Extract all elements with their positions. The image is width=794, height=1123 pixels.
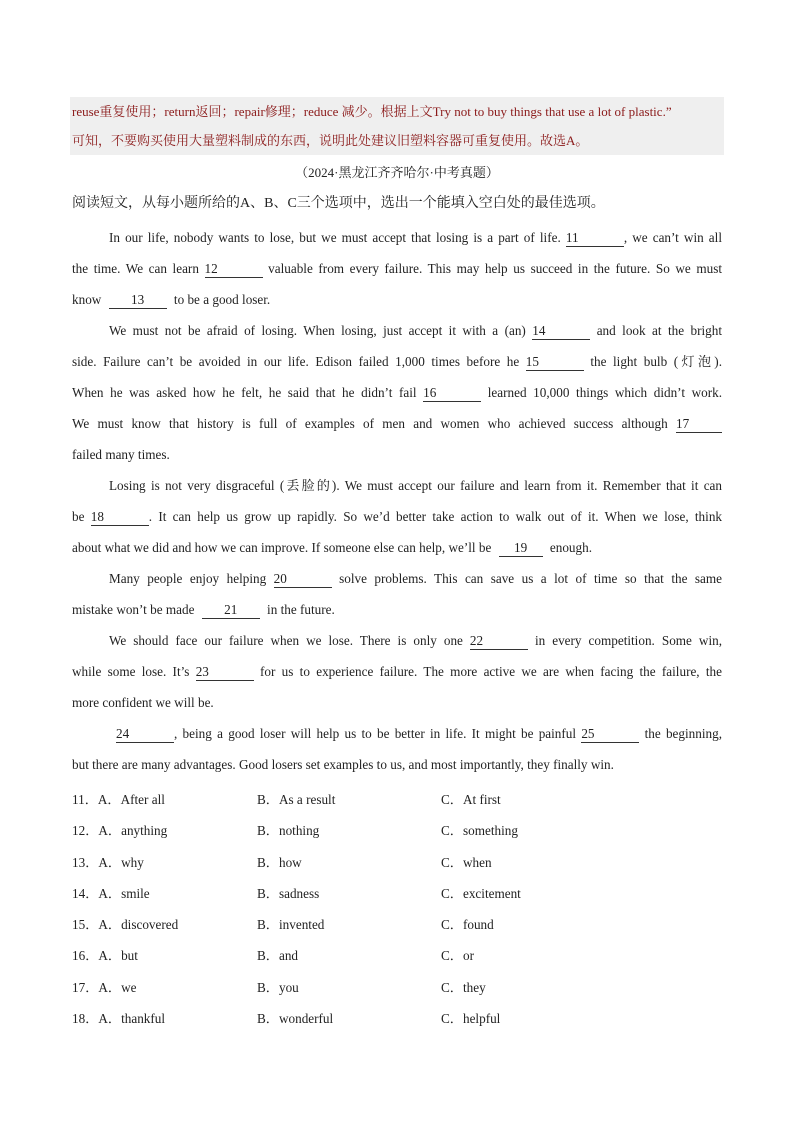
option-a-text: A．anything: [98, 823, 168, 839]
option-c: C．helpful: [441, 1011, 501, 1027]
passage-line: [72, 408, 722, 439]
passage-text: in the future.: [267, 602, 335, 617]
option-a-text: A．thankful: [98, 1011, 166, 1027]
passage-text: in every competition. Some win,: [534, 633, 723, 648]
instruction-text: 阅读短文，从每小题所给的A、B、C三个选项中，选出一个能填入空白处的最佳选项。: [72, 196, 605, 211]
answer-explanation-line-1: reuse重复使用；return返回；repair修理；reduce 减少。根据上文Try not to buy things that use a lot of plastic.”: [72, 104, 672, 119]
passage-text: be: [72, 509, 85, 524]
option-a: [72, 878, 150, 909]
option-a: [72, 940, 138, 971]
blank-24: 24: [116, 727, 174, 743]
blank-11: 11: [566, 231, 624, 247]
option-row: [72, 815, 722, 846]
passage-text: We must know that history is full of examples of men and women who achieved success although: [72, 416, 668, 431]
option-b: B．sadness: [257, 885, 320, 901]
option-c: C．they: [441, 979, 486, 995]
option-c: C．when: [441, 854, 492, 870]
passage-text: , we can’t win all: [623, 230, 722, 245]
option-a: [72, 972, 136, 1003]
passage-text: side. Failure can’t be avoided in our life. Edison failed 1,000 times before he: [72, 354, 520, 369]
option-b: B．you: [257, 979, 299, 995]
option-row: [72, 1003, 722, 1034]
passage-line: [72, 346, 722, 377]
cloze-passage: [72, 222, 722, 780]
blank-21: 21: [202, 603, 260, 619]
passage-line: more confident we will be.: [72, 695, 214, 710]
question-number: 14．: [72, 885, 99, 901]
passage-line: [72, 656, 722, 687]
passage-text: We should face our failure when we lose. There is only one: [109, 633, 463, 648]
passage-text: When he was asked how he felt, he said that he didn’t fail: [72, 385, 417, 400]
option-a-text: A．we: [98, 979, 137, 995]
passage-text: know: [72, 292, 102, 307]
blank-12: 12: [205, 262, 263, 278]
passage-text: while some lose. It’s: [72, 664, 190, 679]
blank-15: 15: [526, 355, 584, 371]
option-row: [72, 784, 722, 815]
option-c: C．found: [441, 917, 494, 933]
passage-text: the time. We can learn: [72, 261, 199, 276]
question-number: 15．: [72, 917, 99, 933]
blank-17: 17: [676, 417, 722, 433]
passage-text: . It can help us grow up rapidly. So we’d better take action to walk out of it. When we lose, think: [148, 509, 723, 524]
passage-text: the light bulb (灯泡).: [590, 354, 722, 369]
blank-20: 20: [274, 572, 332, 588]
option-b: B．invented: [257, 917, 325, 933]
blank-13: 13: [109, 293, 167, 309]
option-row: [72, 940, 722, 971]
blank-19: 19: [499, 541, 543, 557]
option-a-text: A．smile: [98, 885, 150, 901]
passage-line: [72, 377, 722, 408]
passage-text: , being a good loser will help us to be better in life. It might be painful: [174, 726, 577, 741]
option-row: [72, 972, 722, 1003]
passage-text: We must not be afraid of losing. When losing, just accept it with a (an): [109, 323, 526, 338]
passage-line: [72, 501, 722, 532]
passage-text: In our life, nobody wants to lose, but we must accept that losing is a part of life.: [109, 230, 561, 245]
passage-line: but there are many advantages. Good losers set examples to us, and most importantly, they finally win.: [72, 757, 614, 772]
option-b: B．As a result: [257, 792, 336, 807]
passage-line: [72, 718, 722, 749]
passage-text: Many people enjoy helping: [109, 571, 267, 586]
option-row: [72, 909, 722, 940]
passage-line: [72, 625, 722, 656]
passage-text: learned 10,000 things which didn’t work.: [487, 385, 723, 400]
answer-explanation-box: [70, 97, 724, 155]
blank-14: 14: [532, 324, 590, 340]
question-number: 12．: [72, 823, 99, 839]
option-c: C．or: [441, 948, 474, 964]
blank-18: 18: [91, 510, 149, 526]
option-row: [72, 878, 722, 909]
option-b: B．nothing: [257, 823, 320, 839]
option-a-text: A．why: [98, 854, 144, 870]
option-b: B．wonderful: [257, 1011, 334, 1027]
passage-text: enough.: [549, 540, 593, 555]
blank-23: 23: [196, 665, 254, 681]
passage-line: [72, 222, 722, 253]
option-a-text: A．but: [98, 948, 138, 964]
passage-text: about what we did and how we can improve. If someone else can help, we’ll be: [72, 540, 492, 555]
option-a: [72, 1003, 165, 1034]
passage-line: [72, 563, 722, 594]
passage-line: [72, 594, 722, 625]
option-a: [72, 815, 167, 846]
option-c: C．At first: [441, 792, 501, 807]
question-number: 11．: [72, 792, 98, 807]
question-number: 13．: [72, 854, 99, 870]
option-c: C．something: [441, 823, 518, 839]
option-a: [72, 909, 178, 940]
passage-text: solve problems. This can save us a lot of time so that the same: [339, 571, 722, 586]
blank-25: 25: [581, 727, 639, 743]
question-number: 18．: [72, 1011, 99, 1027]
passage-line: [72, 532, 722, 563]
passage-line: [72, 315, 722, 346]
passage-text: mistake won’t be made: [72, 602, 195, 617]
passage-text: to be a good loser.: [173, 292, 271, 307]
passage-text: valuable from every failure. This may help us succeed in the future. So we must: [268, 261, 723, 276]
question-number: 17．: [72, 979, 99, 995]
option-row: [72, 847, 722, 878]
option-a: [72, 847, 144, 878]
passage-line: [72, 253, 722, 284]
question-number: 16．: [72, 948, 99, 964]
passage-text: for us to experience failure. The more active we are when facing the failure, the: [260, 664, 723, 679]
option-b: B．and: [257, 948, 299, 964]
option-b: B．how: [257, 854, 302, 870]
option-a: [72, 784, 165, 815]
passage-text: the beginning,: [644, 726, 723, 741]
passage-line: failed many times.: [72, 447, 170, 462]
source-tag: （2024·黑龙江齐齐哈尔·中考真题）: [295, 165, 499, 180]
blank-16: 16: [423, 386, 481, 402]
option-a-text: A．After all: [97, 792, 165, 807]
blank-22: 22: [470, 634, 528, 650]
passage-line: [72, 284, 722, 315]
passage-text: and look at the bright: [596, 323, 723, 338]
answer-explanation-line-2: 可知，不要购买使用大量塑料制成的东西，说明此处建议旧塑料容器可重复使用。故选A。: [72, 133, 589, 148]
option-a-text: A．discovered: [98, 917, 179, 933]
options-list: [72, 784, 722, 1034]
passage-line: Losing is not very disgraceful (丢脸的). We must accept our failure and learn from it. Remember that it can: [109, 478, 722, 493]
option-c: C．excitement: [441, 885, 521, 901]
